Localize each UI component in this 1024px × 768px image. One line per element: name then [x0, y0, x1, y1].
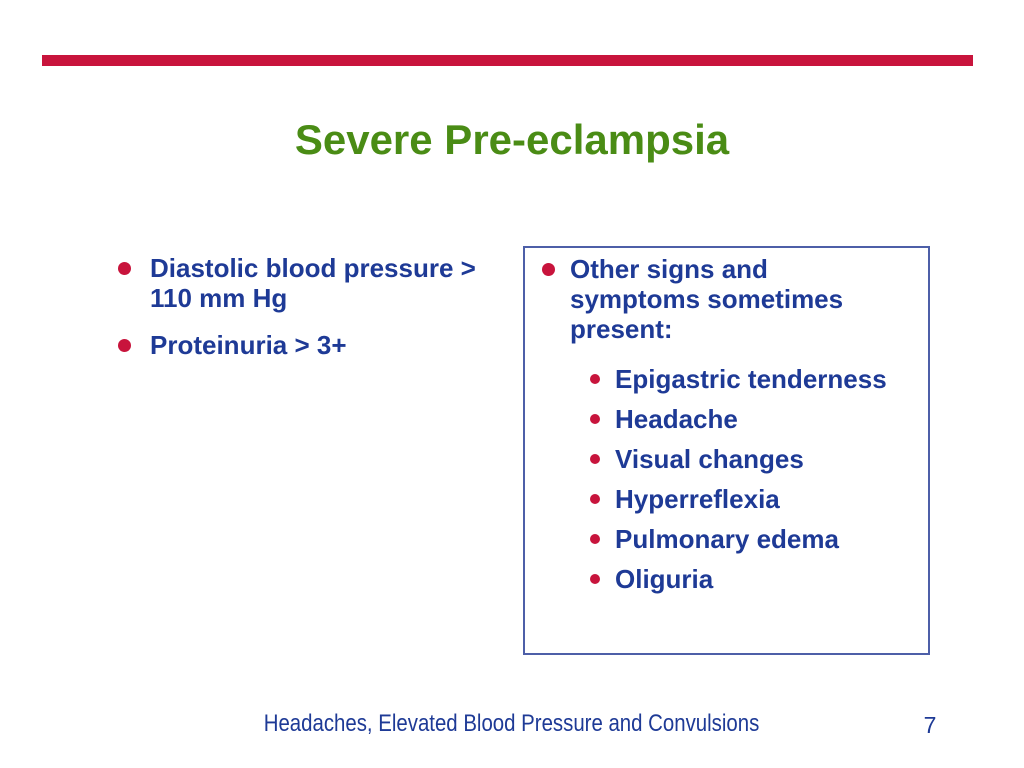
list-item	[525, 364, 928, 404]
bullet-icon	[590, 374, 600, 384]
bullet-text: Hyperreflexia	[615, 484, 780, 514]
list-item	[525, 564, 928, 604]
bullet-icon	[590, 574, 600, 584]
bullet-text: Proteinuria > 3+	[150, 330, 347, 360]
bullet-icon	[590, 534, 600, 544]
list-item	[525, 484, 928, 524]
left-bullet-list	[118, 253, 518, 360]
list-item	[525, 254, 928, 344]
bullet-icon	[542, 263, 555, 276]
slide-title: Severe Pre-eclampsia	[294, 116, 730, 163]
list-item	[118, 253, 518, 313]
list-item	[525, 524, 928, 564]
list-item	[525, 444, 928, 484]
bullet-text: Oliguria	[615, 564, 714, 594]
footer-text: Headaches, Elevated Blood Pressure and Convulsions	[264, 710, 760, 737]
bullet-icon	[590, 494, 600, 504]
bullet-icon	[118, 339, 131, 352]
list-item	[118, 330, 518, 360]
bullet-icon	[118, 262, 131, 275]
signs-sub-list	[525, 364, 928, 604]
list-item	[525, 404, 928, 444]
footer	[0, 710, 1024, 738]
bullet-icon	[590, 414, 600, 424]
signs-box	[523, 246, 930, 655]
bullet-text: Diastolic blood pressure > 110 mm Hg	[150, 253, 476, 313]
bullet-text: Epigastric tenderness	[615, 364, 887, 394]
bullet-text: Headache	[615, 404, 738, 434]
accent-bar	[42, 55, 973, 66]
page-number: 7	[923, 712, 937, 738]
bullet-text: Visual changes	[615, 444, 804, 474]
bullet-text: Pulmonary edema	[615, 524, 839, 554]
box-heading: Other signs and symptoms sometimes present:	[570, 254, 844, 344]
bullet-icon	[590, 454, 600, 464]
